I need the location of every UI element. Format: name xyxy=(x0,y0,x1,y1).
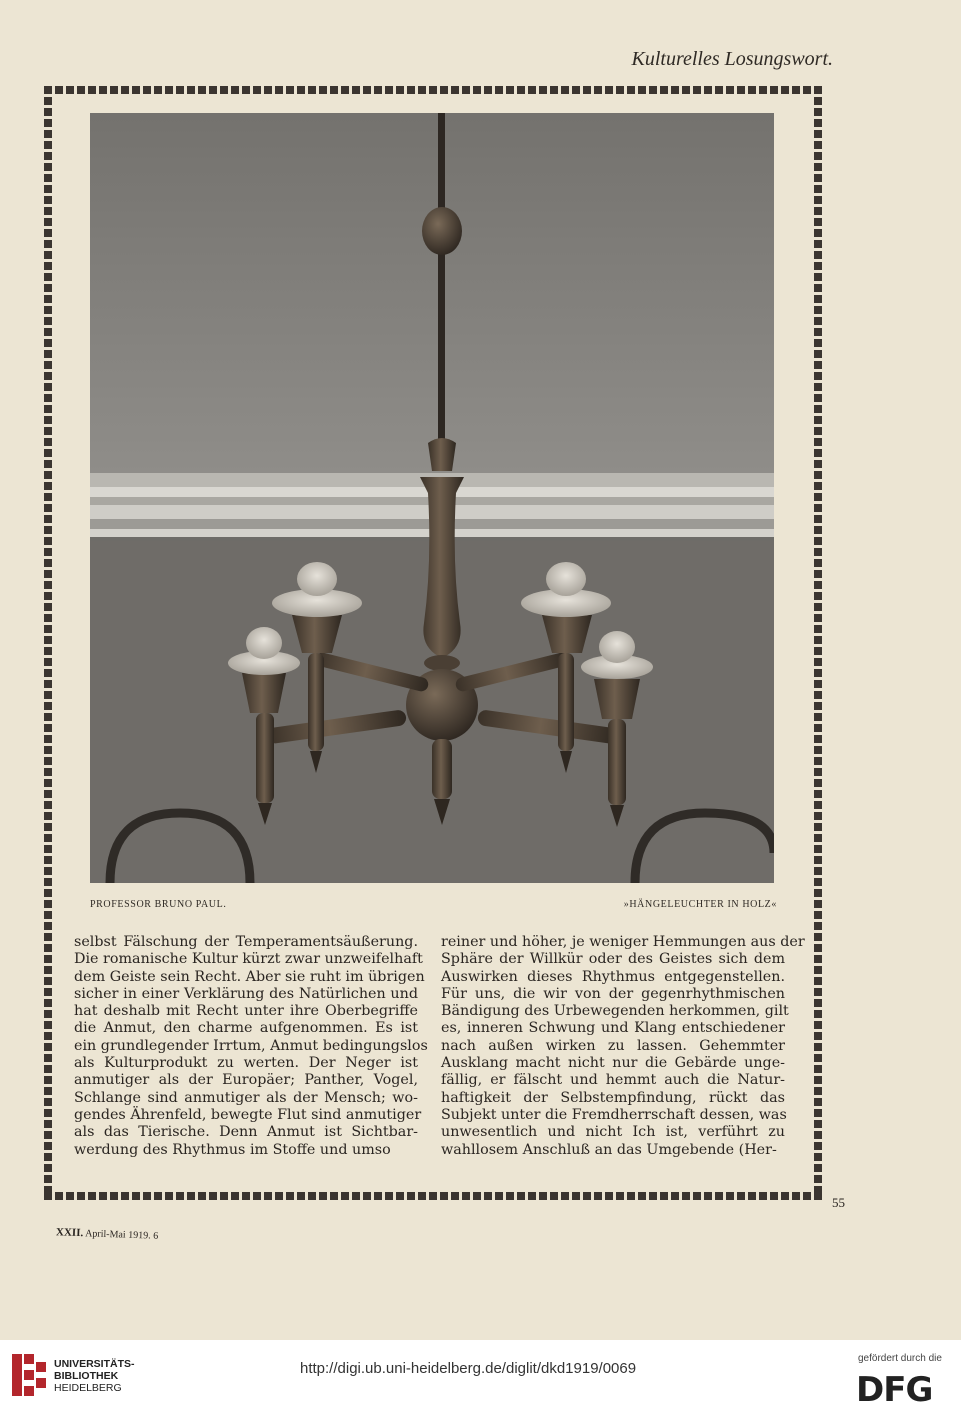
chandelier-photo xyxy=(90,113,774,883)
text-line: als das Tierische. Denn Anmut ist Sichtbar- xyxy=(74,1124,418,1141)
text-line: Für uns, die wir von der gegenrhythmischen xyxy=(441,985,785,1002)
photo-caption-author: PROFESSOR BRUNO PAUL. xyxy=(90,899,227,910)
text-line: hat deshalb mit Recht unter ihre Oberbegriffe xyxy=(74,1003,418,1020)
chandelier-illustration xyxy=(90,113,774,883)
text-column-left xyxy=(74,934,428,1159)
text-line: dem Geiste sein Recht. Aber sie ruht im übrigen xyxy=(74,968,425,985)
text-line: fällig, er fälscht und hemmt auch die Natur- xyxy=(441,1072,785,1089)
text-line: wahllosem Anschluß an das Umgebende (Her- xyxy=(441,1141,777,1158)
text-line: Schlange sind anmutiger als der Mensch; wo- xyxy=(74,1089,418,1106)
library-name-line2: BIBLIOTHEK xyxy=(54,1370,119,1382)
text-line: haftigkeit der Selbstempfindung, rückt das xyxy=(441,1089,785,1106)
text-line: Auswirken dieses Rhythmus entgegenstellen. xyxy=(441,968,785,985)
right-paragraph xyxy=(441,934,805,1159)
text-line: ein grundlegender Irrtum, Anmut bedingungslos xyxy=(74,1037,428,1054)
frame-right-border xyxy=(814,86,822,1200)
page-number: 55 xyxy=(832,1195,845,1210)
text-line: Bändigung des Urbewegenden herkommen, gilt xyxy=(441,1003,789,1020)
signature-issue: April-Mai 1919. 6 xyxy=(84,1228,159,1242)
text-line: unwesentlich und nicht Ich ist, verführt zu xyxy=(441,1124,785,1141)
signature-volume: XXII. xyxy=(55,1226,84,1240)
text-line: nach außen wirken zu lassen. Gehemmter xyxy=(441,1037,785,1054)
text-line: als Kulturprodukt zu werten. Der Neger ist xyxy=(74,1055,418,1072)
text-column-right xyxy=(441,934,805,1159)
frame-top-border xyxy=(44,86,822,94)
text-line: selbst Fälschung der Temperamentsäußerung. xyxy=(74,934,418,950)
running-head: Kulturelles Losungswort. xyxy=(631,48,833,70)
left-paragraph xyxy=(74,934,428,1159)
library-name-line1: UNIVERSITÄTS- xyxy=(54,1358,135,1370)
text-line: Sphäre der Willkür oder des Geistes sich dem xyxy=(441,951,785,968)
text-line: werdung des Rhythmus im Stoffe und umso xyxy=(74,1141,391,1158)
text-line: Ausklang macht nicht nur die Gebärde unge- xyxy=(441,1055,785,1072)
frame-left-border xyxy=(44,86,52,1200)
library-name-line3: HEIDELBERG xyxy=(54,1382,122,1394)
funded-by-label: gefördert durch die xyxy=(858,1353,942,1364)
library-name xyxy=(54,1358,135,1394)
text-line: reiner und höher, je weniger Hemmungen aus der xyxy=(441,934,805,950)
text-line: Subjekt unter die Fremdherrschaft dessen, was xyxy=(441,1106,787,1123)
text-line: es, inneren Schwung und Klang entschiedener xyxy=(441,1020,785,1037)
text-line: gendes Ährenfeld, bewegte Flut sind anmutiger xyxy=(74,1106,422,1123)
text-line: Die romanische Kultur kürzt zwar unzweifelhaft xyxy=(74,951,423,968)
dfg-logo: DFG xyxy=(856,1370,933,1410)
frame-bottom-border xyxy=(44,1192,822,1200)
permalink-url[interactable]: http://digi.ub.uni-heidelberg.de/diglit/dkd1919/0069 xyxy=(300,1360,637,1377)
photo-caption-title: »HÄNGELEUCHTER IN HOLZ« xyxy=(623,899,777,910)
viewer-footer xyxy=(0,1340,961,1414)
text-line: die Anmut, den charme aufgenommen. Es ist xyxy=(74,1020,418,1037)
text-line: anmutiger als der Europäer; Panther, Vogel, xyxy=(74,1072,418,1089)
printer-signature xyxy=(56,1226,159,1242)
university-library-logo-icon xyxy=(8,1350,52,1400)
text-line: sicher in einer Verklärung des Natürlichen und xyxy=(74,985,418,1002)
